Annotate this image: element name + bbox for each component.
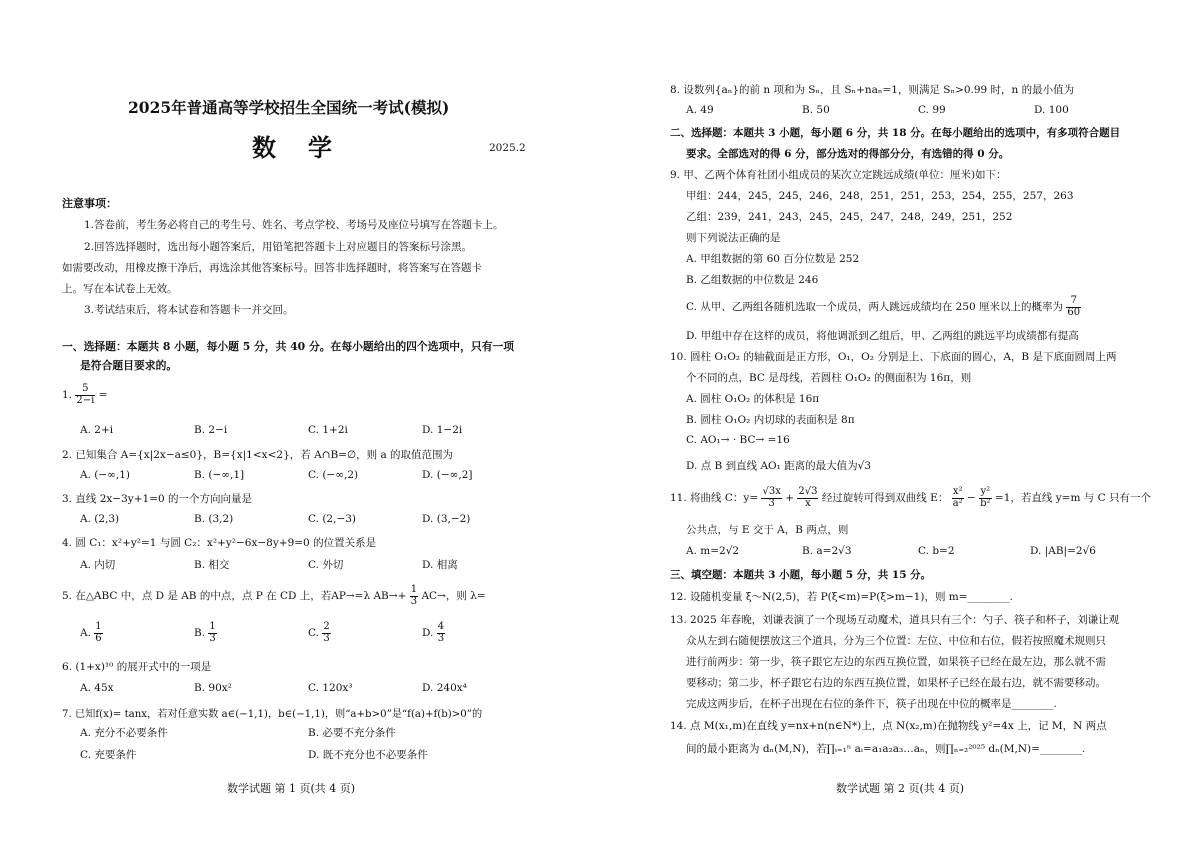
q11-post: =1，若直线 y=m 与 C 只有一个 bbox=[994, 492, 1151, 504]
question-7-stem: 7. 已知f(x)= tanx，若对任意实数 a∈(−1,1)，b∈(−1,1)，则“a+b>0”是“f(a)+f(b)>0”的 bbox=[62, 709, 483, 720]
q4-option-a: A. 内切 bbox=[80, 559, 116, 571]
q9-option-c-den: 60 bbox=[1067, 306, 1081, 318]
question-13-line4: 要移动；第二步，杯子跟它右边的东西互换位置，如果杯子已经在最右边，就不需要移动。 bbox=[686, 677, 1106, 689]
q9-option-d: D. 甲组中存在这样的成员，将他调派到乙组后，甲、乙两组的跳远平均成绩都有提高 bbox=[686, 330, 1079, 342]
q4-option-b: B. 相交 bbox=[194, 559, 230, 571]
q5-option-a-fraction bbox=[94, 622, 102, 644]
q10-option-c: C. AO₁→ · BC→ =16 bbox=[686, 434, 790, 446]
question-4-stem: 4. 圆 C₁：x²+y²=1 与圆 C₂：x²+y²−6x−8y+9=0 的位置关系是 bbox=[62, 537, 377, 549]
q5-option-d bbox=[422, 622, 445, 644]
question-13-line5: 完成这两步后，在杯子出现在右位的条件下，筷子出现在中位的概率是________. bbox=[686, 698, 1057, 710]
q1-option-b: B. 2−i bbox=[194, 424, 228, 436]
q5-option-c-fraction bbox=[322, 622, 330, 644]
q5-coef-fraction bbox=[410, 585, 418, 607]
question-1 bbox=[62, 384, 107, 406]
q5-stem-b: AC→，则 λ= bbox=[421, 590, 486, 602]
q9-group-jia: 甲组：244，245，245，246，248，251，251，253，254，255，257，263 bbox=[686, 190, 1074, 202]
question-14-line1: 14. 点 M(x₁,m)在直线 y=nx+n(n∈N*)上，点 N(x₂,m)在抛物线 y²=4x 上，记 M，N 两点 bbox=[670, 720, 1107, 732]
question-2-stem: 2. 已知集合 A={x|2x−a≤0}，B={x|1<x<2}，若 A∩B=∅，则 a 的取值范围为 bbox=[62, 449, 454, 461]
q7-option-a: A. 充分不必要条件 bbox=[80, 727, 168, 739]
q11-frac-4 bbox=[979, 487, 991, 509]
q11-frac-3 bbox=[952, 487, 964, 509]
q1-option-c: C. 1+2i bbox=[308, 424, 348, 436]
q11-frac-4-den: b² bbox=[980, 497, 991, 509]
notice-heading: 注意事项： bbox=[62, 197, 117, 210]
q9-option-c-num: 7 bbox=[1066, 296, 1081, 308]
q2-option-d: D. (−∞,2] bbox=[422, 469, 473, 481]
q11-frac-2-den: x bbox=[805, 497, 811, 509]
q3-option-c: C. (2,−3) bbox=[308, 513, 357, 525]
q11-mid: 经过旋转可得到双曲线 E： bbox=[821, 492, 949, 504]
question-6-stem: 6. (1+x)¹⁰ 的展开式中的一项是 bbox=[62, 661, 212, 673]
q5-option-c-num: 2 bbox=[323, 621, 330, 632]
q5-option-d-den: 3 bbox=[437, 632, 445, 644]
notice-line-3: 如需要改动，用橡皮擦干净后，再选涂其他答案标号。回答非选择题时，将答案写在答题卡 bbox=[62, 262, 482, 274]
q4-option-d: D. 相离 bbox=[422, 559, 458, 571]
question-3-stem: 3. 直线 2x−3y+1=0 的一个方向向量是 bbox=[62, 493, 252, 505]
q11-frac-3-den: a² bbox=[952, 497, 963, 509]
q9-ask: 则下列说法正确的是 bbox=[686, 232, 781, 244]
q11-option-c: C. b=2 bbox=[918, 545, 955, 557]
q7-option-b: B. 必要不充分条件 bbox=[308, 727, 396, 739]
q3-option-a: A. (2,3) bbox=[80, 513, 120, 525]
q11-minus: − bbox=[967, 492, 976, 504]
q9-option-c bbox=[686, 296, 1081, 318]
q2-option-c: C. (−∞,2) bbox=[308, 469, 359, 481]
q9-option-c-fraction bbox=[1066, 296, 1081, 318]
q8-option-b: B. 50 bbox=[802, 104, 830, 116]
q5-option-a-letter: A. bbox=[80, 627, 91, 639]
q5-option-b-letter: B. bbox=[194, 627, 206, 639]
q11-frac-1-num: √3x bbox=[762, 486, 781, 497]
q11-option-d: D. |AB|=2√6 bbox=[1030, 545, 1096, 557]
question-8-stem: 8. 设数列{aₙ}的前 n 项和为 Sₙ，且 Sₙ+naₙ=1，则满足 Sₙ>0.99 时，n 的最小值为 bbox=[670, 84, 1075, 96]
q5-option-a bbox=[80, 622, 103, 644]
q11-option-a: A. m=2√2 bbox=[686, 545, 740, 557]
q3-option-d: D. (3,−2) bbox=[422, 513, 471, 525]
section2-heading: 二、选择题：本题共 3 小题，每小题 6 分，共 18 分。在每小题给出的选项中，有多项符合题目 bbox=[670, 127, 1121, 139]
question-5-stem bbox=[62, 585, 486, 607]
q11-frac-3-num: x² bbox=[952, 486, 963, 497]
section1-heading-cont: 是符合题目要求的。 bbox=[80, 359, 178, 372]
q6-option-d: D. 240x⁴ bbox=[422, 682, 467, 694]
q6-option-b: B. 90x² bbox=[194, 682, 232, 694]
q5-option-c bbox=[308, 622, 331, 644]
q3-option-b: B. (3,2) bbox=[194, 513, 234, 525]
q1-number: 1. bbox=[62, 389, 73, 401]
q6-option-a: A. 45x bbox=[80, 682, 114, 694]
section1-heading: 一、选择题：本题共 8 小题，每小题 5 分，共 40 分。在每小题给出的四个选项中，只有一项 bbox=[62, 340, 515, 353]
question-14-line2: 间的最小距离为 dₙ(M,N)，若∏ᵢ₌₁ⁿ aᵢ=a₁a₂a₃…aₙ，则∏ₙ₌₂²⁰²⁵ dₙ(M,N)=________. bbox=[686, 743, 1086, 755]
question-13-line1: 13. 2025 年春晚，刘谦表演了一个现场互动魔术，道具只有三个：勺子、筷子和杯子，刘谦让观 bbox=[670, 614, 1120, 626]
q8-option-d: D. 100 bbox=[1034, 104, 1069, 116]
notice-line-2: 2.回答选择题时，选出每小题答案后，用铅笔把答题卡上对应题目的答案标号涂黑。 bbox=[84, 241, 473, 253]
q1-tail: = bbox=[98, 389, 108, 401]
section2-heading-cont: 要求。全部选对的得 6 分，部分选对的得部分分，有选错的得 0 分。 bbox=[686, 148, 1010, 160]
q5-option-b bbox=[194, 622, 217, 644]
q7-option-c: C. 充要条件 bbox=[80, 749, 137, 761]
q9-group-yi: 乙组：239，241，243，245，245，247，248，249，251，252 bbox=[686, 211, 1013, 223]
q11-option-b: B. a=2√3 bbox=[802, 545, 852, 557]
q5-option-a-den: 6 bbox=[95, 632, 102, 644]
q1-frac-den: 2−i bbox=[76, 394, 95, 406]
q5-option-d-num: 4 bbox=[437, 621, 445, 632]
question-12: 12. 设随机变量 ξ～N(2,5)，若 P(ξ<m)=P(ξ>m−1)，则 m=________. bbox=[670, 591, 1013, 603]
q1-option-d: D. 1−2i bbox=[422, 424, 463, 436]
q5-option-d-letter: D. bbox=[422, 627, 434, 639]
q8-option-c: C. 99 bbox=[918, 104, 946, 116]
q11-frac-1 bbox=[761, 487, 781, 509]
exam-title: 2025年普通高等学校招生全国统一考试(模拟) bbox=[128, 98, 450, 117]
q5-option-b-den: 3 bbox=[209, 632, 216, 644]
q4-option-c: C. 外切 bbox=[308, 559, 344, 571]
q11-frac-4-num: y² bbox=[980, 486, 991, 497]
q2-option-b: B. (−∞,1] bbox=[194, 469, 245, 481]
page2-footer: 数学试题 第 2 页(共 4 页) bbox=[836, 782, 965, 795]
q11-frac-1-den: 3 bbox=[768, 497, 775, 509]
question-9-stem: 9. 甲、乙两个体育社团小组成员的某次立定跳远成绩(单位：厘米)如下： bbox=[670, 169, 1007, 181]
q9-option-a: A. 甲组数据的第 60 百分位数是 252 bbox=[686, 253, 860, 265]
question-10-line2: 个不同的点，BC 是母线，若圆柱 O₁O₂ 的侧面积为 16π，则 bbox=[686, 372, 972, 384]
q6-option-c: C. 120x³ bbox=[308, 682, 353, 694]
q9-option-b: B. 乙组数据的中位数是 246 bbox=[686, 274, 819, 286]
q2-option-a: A. (−∞,1) bbox=[80, 469, 131, 481]
q5-option-c-letter: C. bbox=[308, 627, 319, 639]
question-11-line1 bbox=[670, 487, 1151, 509]
q5-coef-den: 3 bbox=[410, 595, 418, 607]
notice-line-4: 上。写在本试卷上无效。 bbox=[62, 283, 178, 295]
q1-fraction bbox=[75, 384, 95, 406]
notice-line-1: 1.答卷前，考生务必将自己的考生号、姓名、考点学校、考场号及座位号填写在答题卡上。 bbox=[84, 219, 504, 231]
q11-pre: 11. 将曲线 C：y= bbox=[670, 492, 759, 504]
q5-option-b-fraction bbox=[208, 622, 216, 644]
question-13-line3: 进行前两步：第一步，筷子跟它左边的东西互换位置，如果筷子已经在最左边，那么就不需 bbox=[686, 656, 1106, 668]
q5-option-d-fraction bbox=[437, 622, 445, 644]
q5-option-b-num: 1 bbox=[209, 621, 216, 632]
q11-plus: + bbox=[785, 492, 795, 504]
q8-option-a: A. 49 bbox=[686, 104, 714, 116]
q1-frac-num: 5 bbox=[75, 384, 95, 396]
notice-line-5: 3.考试结束后，将本试卷和答题卡一并交回。 bbox=[84, 304, 294, 316]
q5-stem-a: 5. 在△ABC 中，点 D 是 AB 的中点，点 P 在 CD 上，若AP→=λ AB→+ bbox=[62, 590, 407, 602]
q10-option-a: A. 圆柱 O₁O₂ 的体积是 16π bbox=[686, 393, 820, 405]
q11-frac-2-num: 2√3 bbox=[798, 486, 818, 497]
q5-coef-num: 1 bbox=[410, 584, 418, 595]
q5-option-a-num: 1 bbox=[95, 621, 102, 632]
page1-footer: 数学试题 第 1 页(共 4 页) bbox=[227, 782, 356, 795]
question-10-line1: 10. 圆柱 O₁O₂ 的轴截面是正方形，O₁，O₂ 分别是上、下底面的圆心，A，B 是下底面圆周上两 bbox=[670, 351, 1117, 363]
q9-option-c-text: C. 从甲、乙两组各随机选取一个成员，两人跳远成绩均在 250 厘米以上的概率为 bbox=[686, 301, 1064, 313]
subject-title: 数 学 bbox=[252, 133, 336, 162]
q7-option-d: D. 既不充分也不必要条件 bbox=[308, 749, 428, 761]
section3-heading: 三、填空题：本题共 3 小题，每小题 5 分，共 15 分。 bbox=[670, 569, 932, 581]
q11-frac-2 bbox=[797, 487, 818, 509]
q1-option-a: A. 2+i bbox=[80, 424, 114, 436]
q10-option-b: B. 圆柱 O₁O₂ 内切球的表面积是 8π bbox=[686, 414, 855, 426]
exam-date: 2025.2 bbox=[489, 142, 526, 154]
question-13-line2: 众从左到右随便摆放这三个道具，分为三个位置：左位、中位和右位，假若按照魔术规则只 bbox=[686, 635, 1106, 647]
question-11-line2: 公共点，与 E 交于 A，B 两点，则 bbox=[686, 524, 849, 536]
q10-option-d: D. 点 B 到直线 AO₁ 距离的最大值为√3 bbox=[686, 460, 872, 472]
q5-option-c-den: 3 bbox=[323, 632, 330, 644]
